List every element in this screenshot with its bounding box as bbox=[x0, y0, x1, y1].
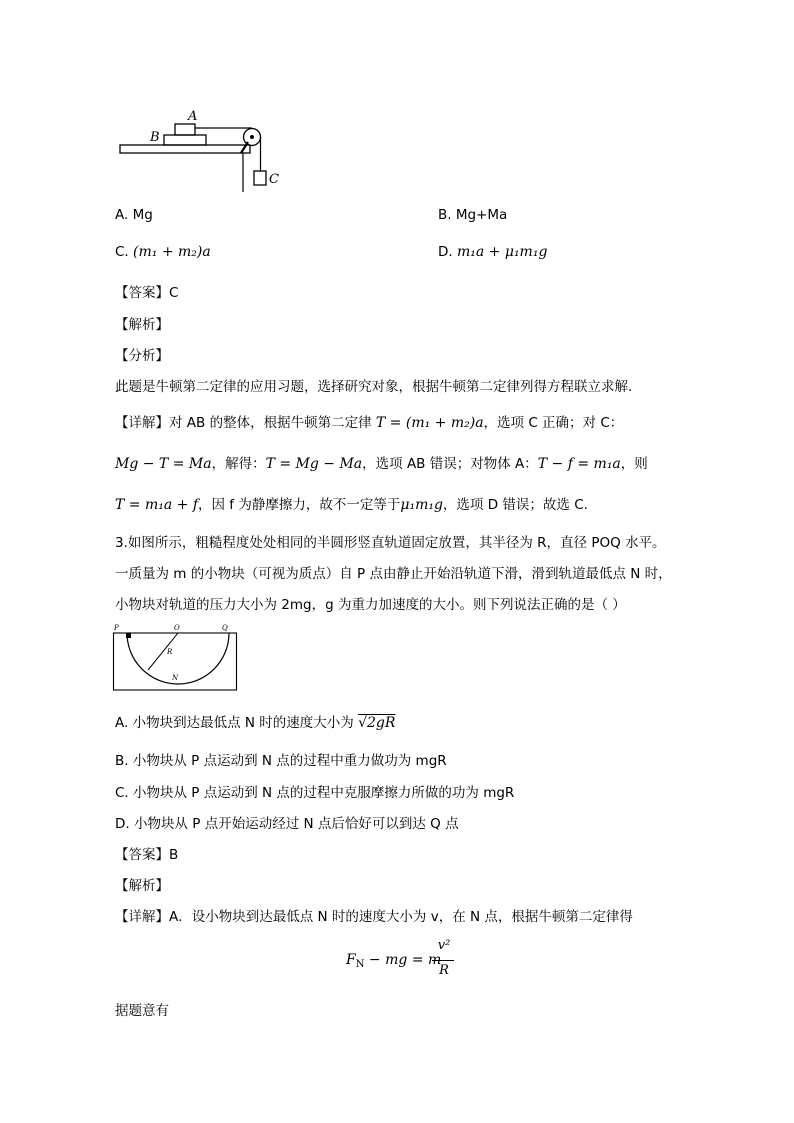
q3-answer bbox=[115, 843, 178, 863]
q3-analysis-tag: 【解析】 bbox=[115, 878, 169, 894]
formula-mid: − mg = m bbox=[364, 952, 442, 968]
formula: μ₁m₁g bbox=[400, 497, 443, 513]
formula: T = m₁a + f bbox=[115, 497, 199, 513]
detail-text: ，解得： bbox=[211, 456, 266, 472]
q3-option-d: D. 小物块从 P 点开始运动经过 N 点后恰好可以到达 Q 点 bbox=[115, 816, 459, 832]
q2-detail-line2 bbox=[115, 452, 648, 472]
q2-answer bbox=[115, 281, 178, 301]
detail-text: ，则 bbox=[620, 456, 648, 472]
answer-tag: 【答案】 bbox=[115, 285, 169, 301]
q2-fenxi-tag: 【分析】 bbox=[115, 348, 169, 364]
formula-sub-n: N bbox=[355, 959, 365, 970]
pulley-diagram bbox=[112, 104, 292, 196]
semicircle-track-diagram bbox=[110, 620, 240, 695]
point-n-label: N bbox=[172, 674, 179, 682]
formula: T = (m₁ + m₂)a bbox=[375, 415, 484, 431]
option-d-prefix: D. bbox=[438, 244, 453, 260]
option-a-text: A. 小物块到达最低点 N 时的速度大小为 bbox=[115, 715, 354, 731]
point-p-label: P bbox=[114, 624, 119, 632]
point-o-label: O bbox=[174, 624, 180, 632]
fraction-bar bbox=[432, 960, 454, 961]
answer-value: C bbox=[169, 285, 179, 301]
q2-detail-line1 bbox=[115, 411, 623, 431]
q3-detail-text: 【详解】A．设小物块到达最低点 N 时的速度大小为 v，在 N 点，根据牛顿第二定律得 bbox=[115, 909, 633, 925]
q2-option-a: A. Mg bbox=[115, 207, 153, 223]
q2-option-b: B. Mg+Ma bbox=[438, 207, 508, 223]
sqrt-formula: √2gR bbox=[358, 715, 396, 731]
q2-detail-line3 bbox=[115, 493, 588, 513]
q3-option-c: C. 小物块从 P 点运动到 N 点的过程中克服摩擦力所做的功为 mgR bbox=[115, 785, 515, 801]
q2-fenxi-text: 此题是牛顿第二定律的应用习题，选择研究对象，根据牛顿第二定律列得方程联立求解. bbox=[115, 379, 633, 395]
q2-option-c bbox=[115, 244, 211, 260]
fraction-denominator: R bbox=[439, 963, 449, 978]
detail-text: ，选项 C 正确；对 C： bbox=[483, 415, 624, 431]
q3-option-a bbox=[115, 711, 395, 731]
q2-option-d bbox=[438, 244, 547, 260]
fraction-numerator: v² bbox=[437, 938, 451, 953]
option-c-formula: (m₁ + m₂)a bbox=[133, 244, 211, 260]
detail-tag: 【详解】 bbox=[115, 415, 169, 431]
block-a-label: A bbox=[188, 109, 198, 124]
formula: Mg − T = Ma bbox=[115, 456, 212, 472]
radius-label: R bbox=[167, 648, 173, 656]
formula-f: F bbox=[346, 952, 356, 968]
detail-text: ，选项 D 错误；故选 C. bbox=[442, 497, 588, 513]
block-c-label: C bbox=[269, 172, 279, 187]
detail-text: ，因 f 为静摩擦力，故不一定等于 bbox=[198, 497, 401, 513]
detail-text: 对 AB 的整体，根据牛顿第二定律 bbox=[169, 415, 372, 431]
detail-text: ，选项 AB 错误；对物体 A： bbox=[362, 456, 538, 472]
q3-stem-line2: 一质量为 m 的小物块（可视为质点）自 P 点由静止开始沿轨道下滑，滑到轨道最低点 N 时， bbox=[115, 566, 672, 582]
option-d-formula: m₁a + μ₁m₁g bbox=[456, 244, 548, 260]
answer-value: B bbox=[169, 847, 179, 863]
q3-option-b: B. 小物块从 P 点运动到 N 点的过程中重力做功为 mgR bbox=[115, 753, 447, 769]
q3-final-text: 据题意有 bbox=[115, 1003, 169, 1019]
formula: T = Mg − Ma bbox=[265, 456, 363, 472]
q2-analysis-tag: 【解析】 bbox=[115, 317, 169, 333]
block-b-label: B bbox=[150, 130, 160, 145]
answer-tag: 【答案】 bbox=[115, 847, 169, 863]
option-c-prefix: C. bbox=[115, 244, 129, 260]
point-q-label: Q bbox=[222, 624, 228, 632]
q3-stem-line3: 小物块对轨道的压力大小为 2mg，g 为重力加速度的大小。则下列说法正确的是（ ） bbox=[115, 597, 626, 613]
q3-stem-line1: 3.如图所示，粗糙程度处处相同的半圆形竖直轨道固定放置，其半径为 R，直径 POQ 水平。 bbox=[115, 535, 666, 551]
formula: T − f = m₁a bbox=[537, 456, 621, 472]
